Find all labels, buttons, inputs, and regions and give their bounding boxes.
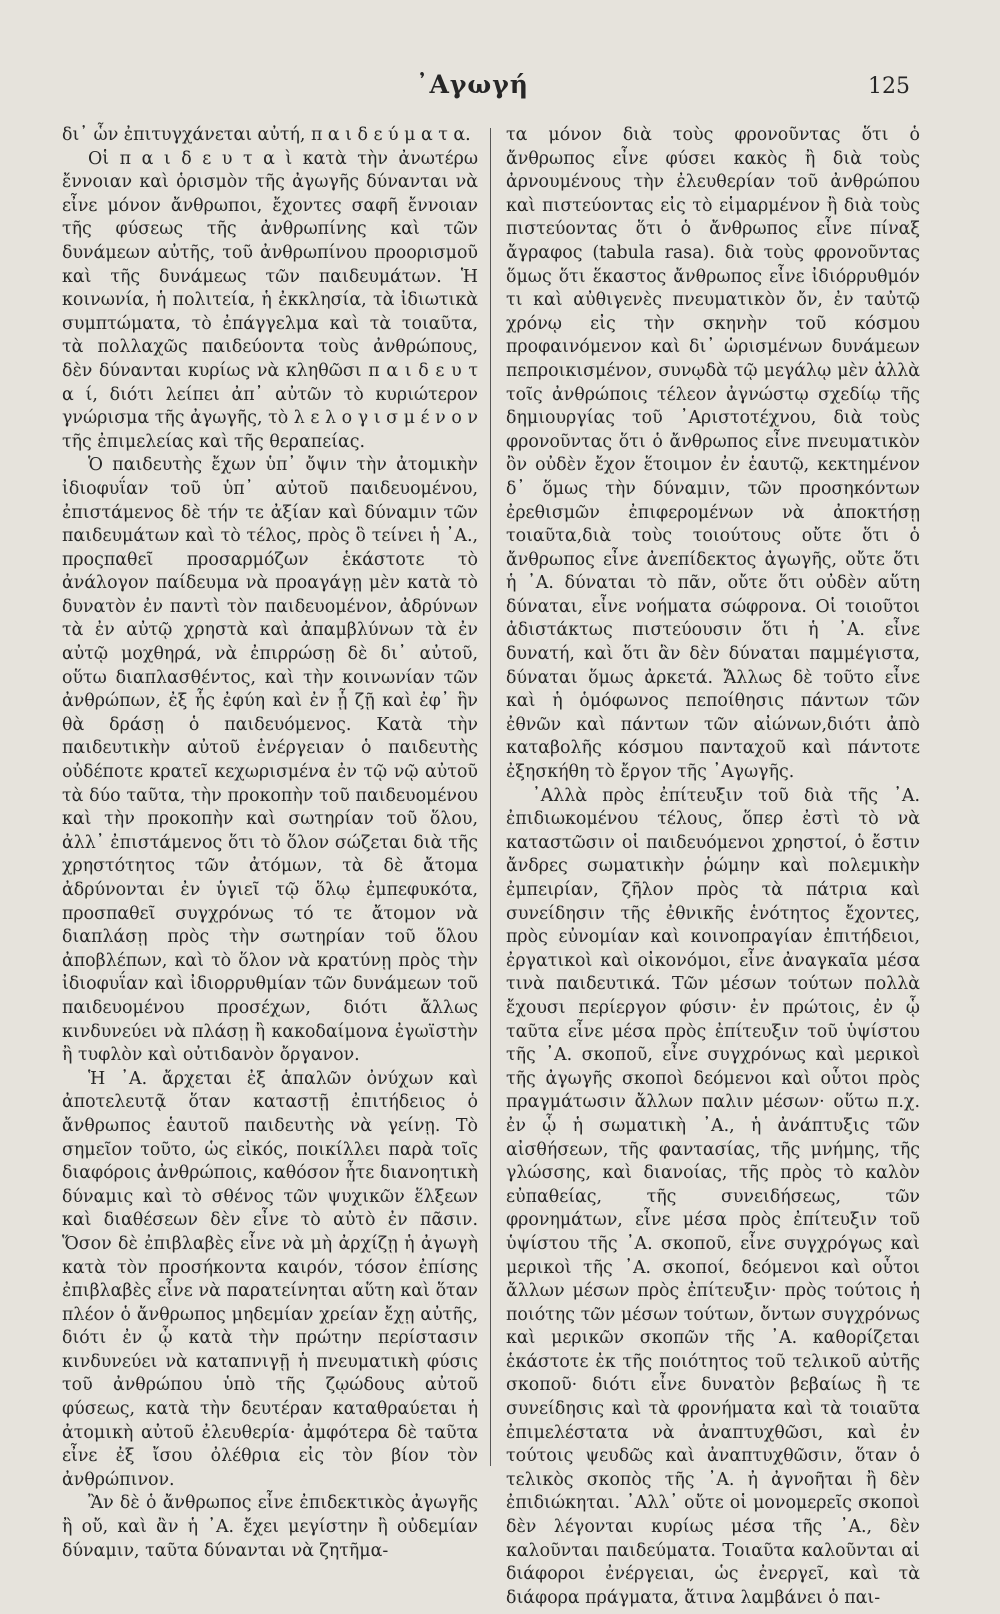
running-title: ᾿Αγωγή [416,70,529,99]
paragraph: Ἂν δὲ ὁ ἄνθρωπος εἶνε ἐπιδεκτικὸς ἀγωγῆς ἢ οὔ, καὶ ἂν ἡ ᾿Α. ἔχει μεγίστην ἢ οὐδεμίαν δύναμιν, ταῦτα δύνανται νὰ ζητῆμα- [62,1493,478,1561]
page-number: 125 [868,74,910,99]
right-column [506,124,920,1610]
left-column [62,124,478,1563]
paragraph: Ὁ παιδευτὴς ἔχων ὑπ᾿ ὄψιν τὴν ἀτομικὴν ἰδιοφυΐαν τοῦ ὑπ᾿ αὐτοῦ παιδευομένου, ἐπιστάμενος δὲ τήν τε ἀξίαν καὶ δύναμιν τῶν παιδευμάτων καὶ τὸ τέλος, πρὸς ὃ τείνει ἡ ᾿Α., προςπαθεῖ προσαρμόζων ἑκάστοτε τὸ ἀνάλογον παίδευμα νὰ προαγάγῃ μὲν κατὰ τὸ δυνατὸν ἐν παντὶ τὸν παιδευομένον, ἀδρύνων τὰ ἐν αὐτῷ χρηστὰ καὶ ἀπαμβλύνων τὰ ἐν αὐτῷ μοχθηρά, νὰ ἐπιρρώσῃ δὲ δι᾿ αὐτοῦ, οὕτω διαπλασθέντος, καὶ τὴν κοινωνίαν τῶν ἀνθρώπων, ἐξ ἧς ἐφύη καὶ ἐν ᾗ ζῇ καὶ ἐφ᾿ ἣν θὰ δράσῃ ὁ παιδευόμενος. Κατὰ τὴν παιδευτικὴν αὐτοῦ ἐνέργειαν ὁ παιδευτὴς οὐδέποτε κρατεῖ κεχωρισμένα ἐν τῷ νῷ αὐτοῦ τὰ δύο ταῦτα, τὴν προκοπὴν τοῦ παιδευομένου καὶ τὴν προκοπὴν καὶ σωτηρίαν τοῦ ὅλου, ἀλλ᾿ ἐπιστάμενος ὅτι τὸ ὅλον σώζεται διὰ τῆς χρηστότητος τῶν ἀτόμων, τὰ δὲ ἄτομα ἀδρύνονται ἐν ὑγιεῖ τῷ ὅλῳ ἐμπεφυκότα, προσπαθεῖ συγχρόνως τό τε ἄτομον νὰ διαπλάσῃ πρὸς τὴν σωτηρίαν τοῦ ὅλου ἀποβλέπων, καὶ τὸ ὅλον νὰ κρατύνῃ πρὸς τὴν ἰδιοφυΐαν καὶ ἰδιορρυθμίαν τῶν δυνάμεων τοῦ παιδευομένου προσέχων, διότι ἄλλως κινδυνεύει νὰ πλάσῃ ἢ κακοδαίμονα ἐγωϊστὴν ἢ τυφλὸν καὶ οὐτιδανὸν ὄργανον. [62,455,478,1066]
paragraph: τα μόνον διὰ τοὺς φρονοῦντας ὅτι ὁ ἄνθρωπος εἶνε φύσει κακὸς ἢ διὰ τοὺς ἀρνουμένους τὴν ἐλευθερίαν τοῦ ἀνθρώπου καὶ πιστεύοντας εἰς τὸ εἱμαρμένον ἢ διὰ τοὺς πιστεύοντας ὅτι ὁ ἄνθρωπος εἶνε πίναξ ἄγραφος (tabula rasa). διὰ τοὺς φρονοῦντας ὅμως ὅτι ἕκαστος ἄνθρωπος εἶνε ἰδιόρρυθμόν τι καὶ αὐθιγενὲς πνευματικὸν ὄν, ἐν ταὐτῷ χρόνῳ εἰς τὴν σκηνὴν τοῦ κόσμου προφαινόμενον καὶ δι᾿ ὡρισμένων δυνάμεων πεπροικισμένον, συνῳδὰ τῷ μεγάλῳ μὲν ἀλλὰ τοῖς ἀνθρώποις τέλεον ἀγνώστῳ σχεδίῳ τῆς δημιουργίας τοῦ ᾿Αριστοτέχνου, διὰ τοὺς φρονοῦντας ὅτι ὁ ἄνθρωπος εἶνε πνευματικὸν ὂν οὐδὲν ἔχον ἕτοιμον ἐν ἑαυτῷ, κεκτημένον δ᾿ ὅμως τὴν δύναμιν, τῶν προσηκόντων ἐρεθισμῶν ἐπιφερομένων νὰ ἀποκτήσῃ τοιαῦτα,διὰ τοὺς τοιούτους οὔτε ὅτι ὁ ἄνθρωπος εἶνε ἀνεπίδεκτος ἀγωγῆς, οὔτε ὅτι ἡ ᾿Α. δύναται τὸ πᾶν, οὔτε ὅτι οὐδὲν αὕτη δύναται, εἶνε νοήματα σώφρονα. Οἱ τοιοῦτοι ἀδιστάκτως πιστεύουσιν ὅτι ἡ ᾿Α. εἶνε δυνατή, καὶ ὅτι ἂν δὲν δύναται παμμέγιστα, δύναται ὅμως ἀρκετά. Ἄλλως δὲ τοῦτο εἶνε καὶ ἡ ὁμόφωνος πεποίθησις πάντων τῶν ἐθνῶν καὶ πάντων τῶν αἰώνων,διότι ἀπὸ καταβολῆς κόσμου πανταχοῦ καὶ πάντοτε ἐξησκήθη τὸ ἔργον τῆς ᾿Αγωγῆς. [506,125,920,783]
column-divider [490,128,491,1466]
paragraph: Ἡ ᾿Α. ἄρχεται ἐξ ἁπαλῶν ὀνύχων καὶ ἀποτελευτᾷ ὅταν καταστῇ ἐπιτήδειος ὁ ἄνθρωπος ἑαυτοῦ παιδευτὴς νὰ γείνῃ. Τὸ σημεῖον τοῦτο, ὡς εἰκός, ποικίλλει παρὰ τοῖς διαφόροις ἀνθρώποις, καθόσον ἧτε διανοητικὴ δύναμις καὶ τὸ σθένος τῶν ψυχικῶν ἕλξεων καὶ διαθέσεων δὲν εἶνε τὸ αὐτὸ ἐν πᾶσιν. Ὅσον δὲ ἐπιβλαβὲς εἶνε νὰ μὴ ἀρχίζῃ ἡ ἀγωγὴ κατὰ τὸν προσήκοντα καιρόν, τόσον ἐπίσης ἐπιβλαβὲς εἶνε νὰ παρατείνηται αὕτη καὶ ὅταν πλέον ὁ ἄνθρωπος μηδεμίαν χρείαν ἔχῃ αὐτῆς, διότι ἐν ᾧ κατὰ τὴν πρώτην περίστασιν κινδυνεύει νὰ καταπνιγῇ ἡ πνευματικὴ φύσις τοῦ ἀνθρώπου ὑπὸ τῆς ζῳώδους αὐτοῦ φύσεως, κατὰ τὴν δευτέραν καταθραύεται ἡ ἀτομικὴ αὐτοῦ ἐλευθερία· ἀμφότερα δὲ ταῦτα εἶνε ἐξ ἴσου ὀλέθρια εἰς τὸν βίον τὸν ἀνθρώπινον. [62,1068,478,1490]
paragraph: ᾿Αλλὰ πρὸς ἐπίτευξιν τοῦ διὰ τῆς ᾿Α. ἐπιδιωκομένου τέλους, ὅπερ ἐστὶ τὸ νὰ καταστῶσιν οἱ παιδευόμενοι χρηστοί, ὁ ἔστιν ἄνδρες σωματικὴν ῥώμην καὶ πολεμικὴν ἐμπειρίαν, ζῆλον πρὸς τὰ πάτρια καὶ συνείδησιν τῆς ἐθνικῆς ἑνότητος ἔχοντες, πρὸς εὐνομίαν καὶ κοινοπραγίαν ἐπιτήδειοι, ἐργατικοὶ καὶ οἰκονόμοι, εἶνε ἀναγκαῖα μέσα τινὰ παιδευτικά. Τῶν μέσων τούτων πολλὰ ἔχουσι περίεργον φύσιν· ἐν πρώτοις, ἐν ᾧ ταῦτα εἶνε μέσα πρὸς ἐπίτευξιν τοῦ ὑψίστου τῆς ᾿Α. σκοποῦ, εἶνε συγχρόνως καὶ μερικοὶ τῆς ἀγωγῆς σκοποὶ δεόμενοι καὶ οὗτοι πρὸς πραγμάτωσιν ἄλλων παλιν μέσων· οὕτω π.χ. ἐν ᾧ ἡ σωματικὴ ᾿Α., ἡ ἀνάπτυξις τῶν αἰσθήσεων, τῆς φαντασίας, τῆς μνήμης, τῆς γλώσσης, καὶ διανοίας, τῆς πρὸς τὸ καλὸν εὐπαθείας, τῆς συνειδήσεως, τῶν φρονημάτων, εἶνε μέσα πρὸς ἐπίτευξιν τοῦ ὑψίστου τῆς ᾿Α. σκοποῦ, εἶνε συγχρόγως καὶ μερικοὶ τῆς ᾿Α. σκοποί, δεόμενοι καὶ οὗτοι ἄλλων μέσων πρὸς ἐπίτευξιν· πρὸς τούτοις ἡ ποιότης τῶν μέσων τούτων, ὄντων συγχρόνως καὶ μερικῶν σκοπῶν τῆς ᾿Α. καθορίζεται ἑκάστοτε ἐκ τῆς ποιότητος τοῦ τελικοῦ αὐτῆς σκοποῦ· διότι εἶνε δυνατὸν βεβαίως ἢ τε συνείδησις καὶ τὰ φρονήματα καὶ τὰ τοιαῦτα ἐπιμελέστατα νὰ ἀναπτυχθῶσι, καὶ ἐν τούτοις ψευδῶς καὶ ἀναπτυχθῶσιν, ὅταν ὁ τελικὸς σκοπὸς τῆς ᾿Α. ἠ ἀγνοῆται ἢ δὲν ἐπιδιώκηται. ᾿Αλλ᾿ οὔτε οἱ μονομερεῖς σκοποὶ δὲν λέγονται κυρίως μέσα τῆς ᾿Α., δὲν καλοῦνται παιδεύματα. Τοιαῦτα καλοῦνται αἱ διάφοροι ἐνέργειαι, ὡς ἐνεργεῖ, καὶ τὰ διάφορα πράγματα, ἅτινα λαμβάνει ὁ παι- [506,785,920,1608]
paragraph: Οἱ π α ι δ ε υ τ α ὶ κατὰ τὴν ἀνωτέρω ἔννοιαν καὶ ὁρισμὸν τῆς ἀγωγῆς δύνανται νὰ εἶνε μόνον ἄνθρωποι, ἔχοντες σαφῆ ἔννοιαν τῆς φύσεως τῆς ἀνθρωπίνης καὶ τῶν δυνάμεων αὐτῆς, τοῦ ἀνθρωπίνου προορισμοῦ καὶ τῆς δυνάμεως τῶν παιδευμάτων. Ἡ κοινωνία, ἡ πολιτεία, ἡ ἐκκλησία, τὰ ἰδιωτικὰ συμπτώματα, τὸ ἐπάγγελμα καὶ τὰ τοιαῦτα, τὰ πολλαχῶς παιδεύοντα τοὺς ἀνθρώπους, δὲν δύνανται κυρίως νὰ κληθῶσι π α ι δ ε υ τ α ί, διότι λείπει ἀπ᾿ αὐτῶν τὸ κυριώτερον γνώρισμα τῆς ἀγωγῆς, τὸ λ ε λ ο γ ι σ μ έ ν ο ν τῆς ἐπιμελείας καὶ τῆς θεραπείας. [62,148,478,452]
paragraph: δι᾿ ὧν ἐπιτυγχάνεται αὐτή, π α ι δ ε ύ μ α τ α. [62,125,471,145]
